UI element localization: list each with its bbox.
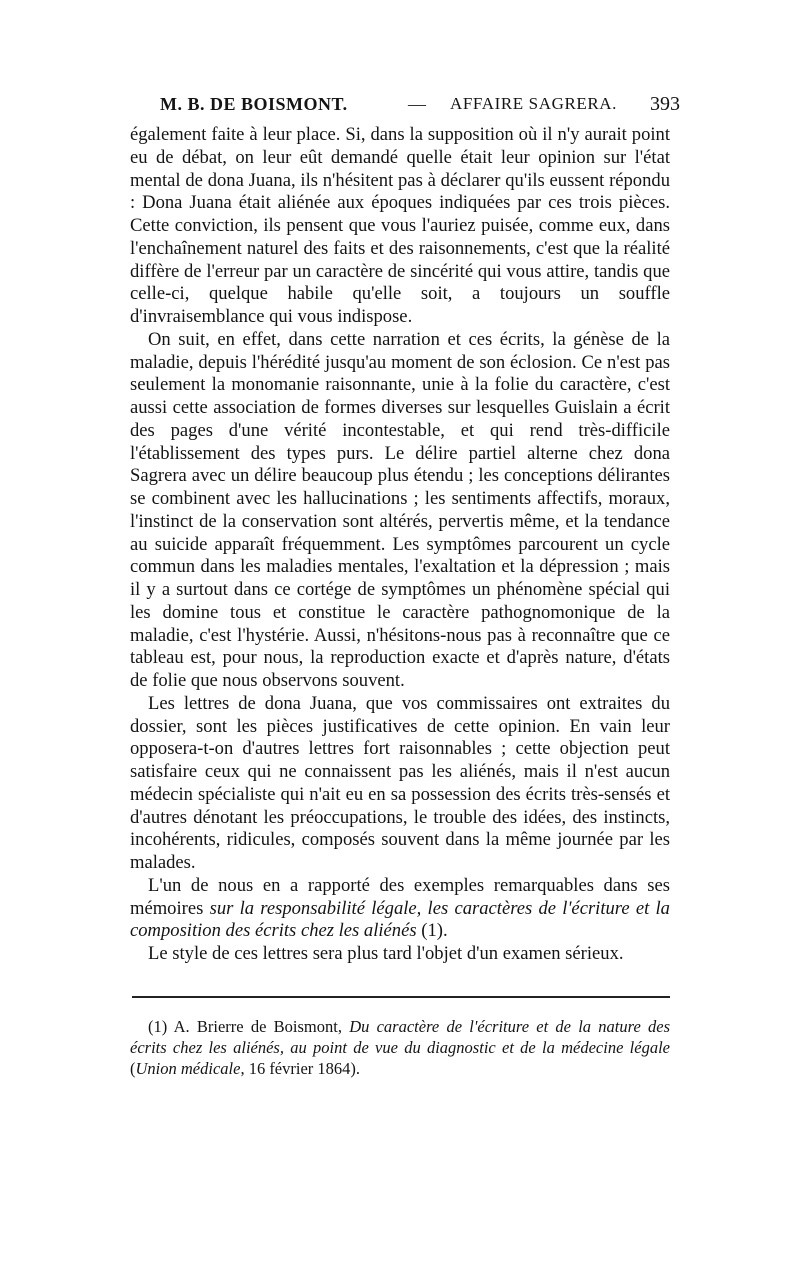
paragraph-4-italic: sur la responsabilité légale, les caractères de l'écriture et la composition des écrits chez les aliénés (130, 897, 670, 942)
body-text (130, 124, 670, 966)
page-number: 393 (650, 93, 680, 115)
footnote-marker: (1) A. Brierre de Boismont, (148, 1017, 342, 1036)
paragraph-1: également faite à leur place. Si, dans la supposition où il n'y aurait point eu de débat, on leur eût demandé quelle était leur opinion sur l'état mental de dona Juana, ils n'hésitent pas à déclarer qu'ils eussent répondu : Dona Juana était aliénée aux époques indiquées par ces trois pièces. Cette conviction, ils pensent que vous l'auriez puisée, comme eux, dans l'enchaînement naturel des faits et des raisonnements, c'est que la réalité diffère de l'erreur par un caractère de sincérité qui vous attire, tandis que celle-ci, quelque habile qu'elle soit, a toujours un souffle d'invraisemblance qui vous indispose. (130, 124, 670, 327)
footnote-title: Du caractère de l'écriture et de la nature des écrits chez les aliénés, au point de vue du diagnostic et de la médecine légale (130, 1017, 671, 1057)
footnote (130, 1016, 670, 1079)
footnote-rule (132, 996, 670, 998)
header-dash: — (408, 94, 426, 114)
footnote-mid: ( (130, 1059, 136, 1078)
header-title: AFFAIRE SAGRERA. (450, 94, 618, 113)
paragraph-4-before: L'un de nous en a rapporté des exemples remarquables dans ses mémoires (130, 874, 670, 919)
running-header (160, 92, 680, 116)
paragraph-4 (130, 875, 670, 943)
footnote-date: , 16 février 1864). (240, 1059, 361, 1078)
paragraph-3: Les lettres de dona Juana, que vos commissaires ont extraites du dossier, sont les pièces justificatives de cette opinion. En vain leur opposera-t-on d'autres lettres fort raisonnables ; cette objection peut satisfaire ceux qui ne connaissent pas les aliénés, mais il n'est aucun médecin spécialiste qui n'ait eu en sa possession des écrits très-sensés et d'autres dénotant les préoccupations, le trouble des idées, des instincts, incohérents, ridicules, composés souvent dans la même journée par les malades. (130, 692, 670, 873)
paragraph-4-after: (1). (416, 920, 448, 942)
footnote-journal: Union médicale (135, 1059, 241, 1078)
paragraph-5: Le style de ces lettres sera plus tard l'objet d'un examen sérieux. (148, 943, 624, 964)
paragraph-2: On suit, en effet, dans cette narration et ces écrits, la génèse de la maladie, depuis l'hérédité jusqu'au moment de son éclosion. Ce n'est pas seulement la monomanie raisonnante, unie à la folie du caractère, c'est aussi cette association de formes diverses sur lesquelles Guislain a écrit des pages d'une vérité incontestable, et qui rend très-difficile l'établissement des types purs. Le délire partiel alterne chez dona Sagrera avec un délire beaucoup plus étendu ; les conceptions délirantes se combinent avec les hallucinations ; les sentiments affectifs, moraux, l'instinct de la conservation sont altérés, pervertis même, et la tendance au suicide apparaît fréquemment. Les symptômes parcourent un cycle commun dans les maladies mentales, l'exaltation et la dépression ; mais il y a surtout dans ce cortége de symptômes un phénomène spécial qui les domine tous et constitue le caractère pathognomonique de la maladie, c'est l'hystérie. Aussi, n'hésitons-nous pas à reconnaître que ce tableau est, pour nous, la reproduction exacte et d'après nature, d'états de folie que nous observons souvent. (130, 328, 670, 691)
header-author: M. B. DE BOISMONT. (160, 94, 348, 114)
